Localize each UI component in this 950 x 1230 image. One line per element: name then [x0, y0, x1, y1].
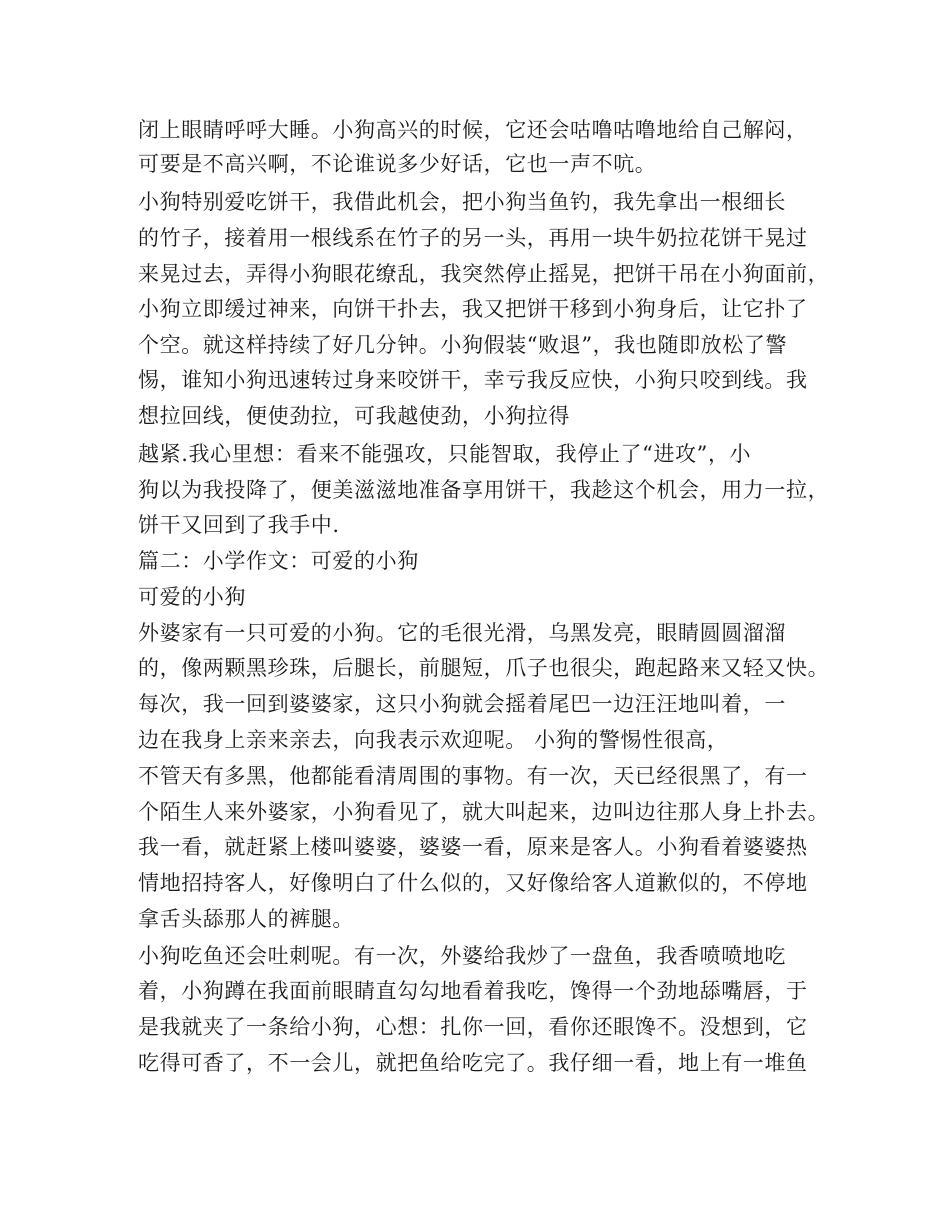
text-line-9: 想拉回线，便使劲拉，可我越使劲，小狗拉得 [138, 404, 570, 428]
text-line-3: 小狗特别爱吃饼干，我借此机会，把小狗当鱼钓，我先拿出一根细长 [138, 190, 786, 214]
text-line-15: 外婆家有一只可爱的小狗。它的毛很光滑，乌黑发亮，眼睛圆圆溜溜 [138, 621, 786, 645]
text-line-8: 惕，谁知小狗迅速转过身来咬饼干，幸亏我反应快，小狗只咬到线。我 [138, 368, 808, 392]
text-line-16: 的，像两颗黑珍珠，后腿长，前腿短，爪子也很尖，跑起路来又轻又快。 [138, 656, 830, 680]
text-line-20: 个陌生人来外婆家，小狗看见了，就大叫起来，边叫边往那人身上扑去。 [138, 800, 830, 824]
essay-title: 可爱的小狗 [138, 585, 246, 609]
text-line-19: 不管天有多黑，他都能看清周围的事物。有一次，天已经很黑了，有一 [138, 764, 808, 788]
text-line-24: 小狗吃鱼还会吐刺呢。有一次，外婆给我炒了一盘鱼，我香喷喷地吃 [138, 944, 786, 968]
text-line-27: 吃得可香了，不一会儿，就把鱼给吃完了。我仔细一看，地上有一堆鱼 [138, 1051, 808, 1075]
text-line-1: 闭上眼睛呼呼大睡。小狗高兴的时候，它还会咕噜咕噜地给自己解闷， [138, 118, 808, 142]
text-line-11: 狗以为我投降了，便美滋滋地准备享用饼干，我趁这个机会，用力一拉， [138, 478, 830, 502]
text-line-2: 可要是不高兴啊，不论谁说多少好话，它也一声不吭。 [138, 152, 657, 176]
text-line-7: 个空。就这样持续了好几分钟。小狗假装“败退”，我也随即放松了警 [138, 333, 788, 357]
text-line-10: 越紧.我心里想：看来不能强攻，只能智取，我停止了“进攻”，小 [138, 442, 752, 466]
text-line-5: 来晃过去，弄得小狗眼花缭乱，我突然停止摇晃，把饼干吊在小狗面前， [138, 262, 830, 286]
text-line-6: 小狗立即缓过神来，向饼干扑去，我又把饼干移到小狗身后，让它扑了 [138, 297, 808, 321]
text-line-22: 情地招持客人，好像明白了什么似的，又好像给客人道歉似的，不停地 [138, 871, 808, 895]
text-line-21: 我一看，就赶紧上楼叫婆婆，婆婆一看，原来是客人。小狗看着婆婆热 [138, 835, 808, 859]
text-line-4: 的竹子，接着用一根线系在竹子的另一头，再用一块牛奶拉花饼干晃过 [138, 226, 808, 250]
text-line-25: 着，小狗蹲在我面前眼睛直勾勾地看着我吃，馋得一个劲地舔嘴唇，于 [138, 979, 808, 1003]
text-line-17: 每次，我一回到婆婆家，这只小狗就会摇着尾巴一边汪汪地叫着，一 [138, 692, 786, 716]
text-line-12: 饼干又回到了我手中. [138, 513, 340, 537]
text-line-18: 边在我身上亲来亲去，向我表示欢迎呢。 小狗的警惕性很高， [138, 728, 729, 752]
text-line-23: 拿舌头舔那人的裤腿。 [138, 907, 354, 931]
text-line-26: 是我就夹了一条给小狗，心想：扎你一回，看你还眼馋不。没想到，它 [138, 1015, 808, 1039]
section-heading: 篇二：小学作文：可爱的小狗 [138, 549, 419, 573]
